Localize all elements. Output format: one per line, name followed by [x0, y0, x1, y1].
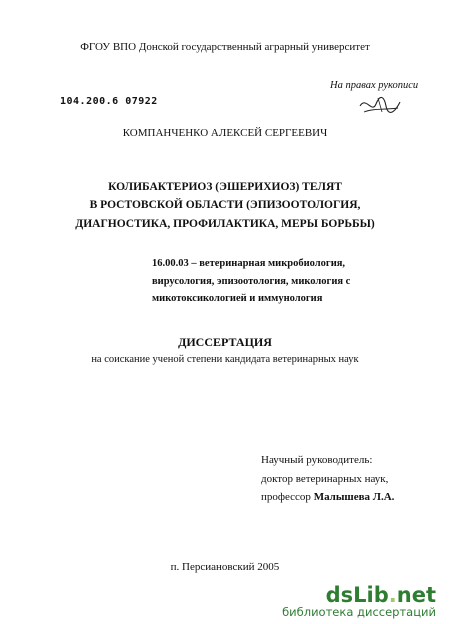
archive-code: 104.200.6 07922: [60, 96, 158, 107]
specialty-line-1: 16.00.03 – ветеринарная микробиология,: [152, 258, 346, 269]
specialty-line-3: микотоксикологией и иммунология: [152, 293, 323, 304]
watermark-title: [282, 584, 436, 606]
place-year: п. Персиановский 2005: [170, 561, 280, 573]
specialty-line-2: вирусология, эпизоотология, микология с: [152, 276, 351, 287]
watermark-tld: net: [396, 583, 436, 607]
dissertation-heading: ДИССЕРТАЦИЯ: [178, 335, 272, 349]
degree-line: на соискание ученой степени кандидата ветеринарных наук: [91, 354, 359, 365]
signature-icon: [356, 92, 404, 118]
supervisor-title: профессор: [261, 491, 311, 503]
supervisor-line: [261, 491, 394, 503]
author-name: КОМПАНЧЕНКО АЛЕКСЕЙ СЕРГЕЕВИЧ: [122, 127, 328, 139]
rights-note: На правах рукописи: [330, 80, 419, 91]
thesis-title-line-2: В РОСТОВСКОЙ ОБЛАСТИ (ЭПИЗООТОЛОГИЯ,: [89, 199, 361, 211]
watermark-logo[interactable]: [282, 584, 436, 619]
watermark-name: dsLib: [325, 583, 389, 607]
university-name: ФГОУ ВПО Донской государственный аграрный университет: [80, 41, 370, 53]
supervisor-degree: доктор ветеринарных наук,: [261, 473, 389, 485]
watermark-subtitle: библиотека диссертаций: [282, 605, 436, 619]
thesis-title-line-1: КОЛИБАКТЕРИОЗ (ЭШЕРИХИОЗ) ТЕЛЯТ: [108, 181, 342, 193]
supervisor-name: Малышева Л.А.: [313, 491, 395, 503]
thesis-title-line-3: ДИАГНОСТИКА, ПРОФИЛАКТИКА, МЕРЫ БОРЬБЫ): [75, 218, 375, 230]
supervisor-role: Научный руководитель:: [261, 454, 373, 466]
watermark-dot: .: [388, 583, 397, 607]
